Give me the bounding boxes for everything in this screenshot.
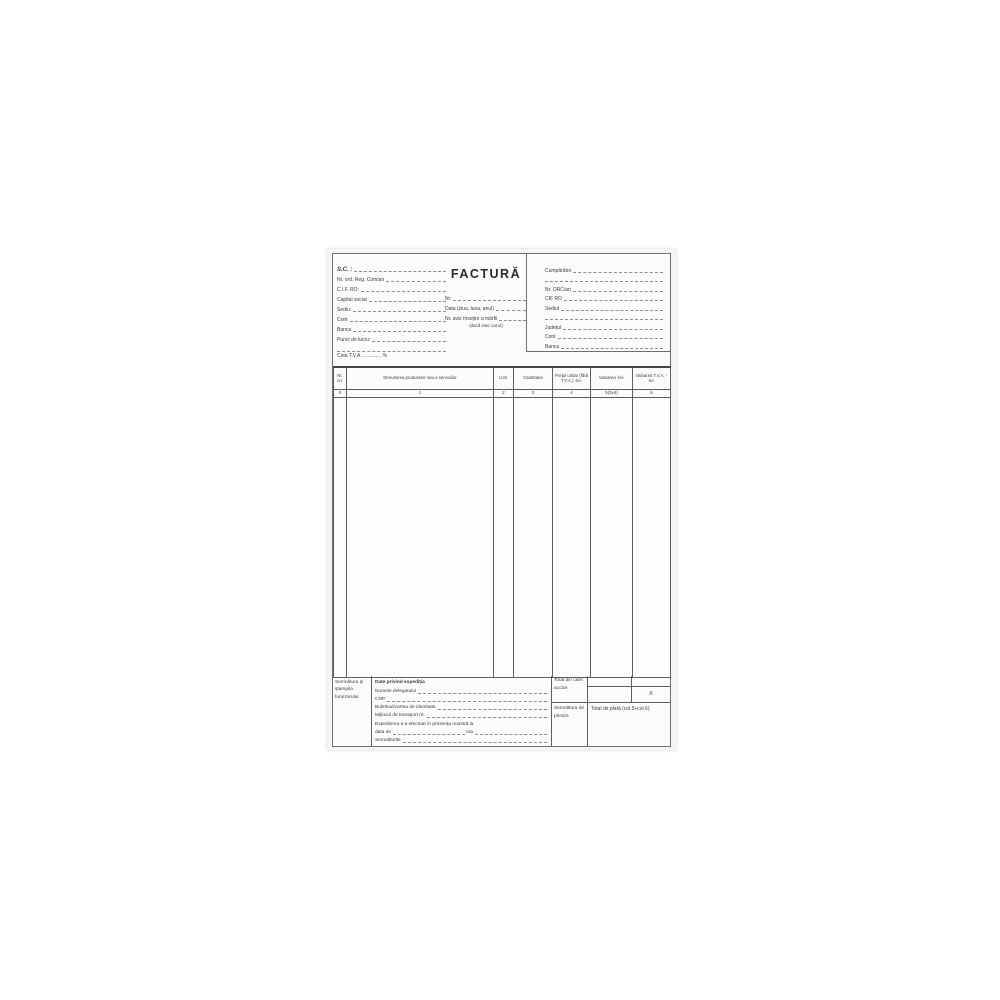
transport-label: Mijlocul de transport nr. xyxy=(375,713,425,719)
items-empty-row xyxy=(334,397,671,677)
dispatch-hour-label: ora xyxy=(466,730,473,736)
fill-line xyxy=(561,348,663,349)
fill-line xyxy=(558,338,663,339)
form-title: FACTURĂ xyxy=(450,267,522,281)
fill-line xyxy=(453,300,526,301)
col-header-um: U.M. xyxy=(494,367,514,389)
accize-x-cell: X xyxy=(632,687,670,703)
invoice-number-label: Nr. xyxy=(445,296,452,302)
invoice-footer-section xyxy=(333,676,670,746)
col-index-5: 5(3x4) xyxy=(591,389,633,397)
buyer-sediul-label: Sediul xyxy=(545,305,559,312)
fill-line xyxy=(573,291,663,292)
fill-line xyxy=(372,341,446,342)
buyer-judetul-line xyxy=(545,321,664,331)
supplier-cont-line xyxy=(337,313,447,323)
empty-cell-denumire xyxy=(347,397,494,677)
expedition-title: Date privind expediţia xyxy=(375,680,425,686)
fill-line xyxy=(353,311,446,312)
fill-line xyxy=(387,701,547,702)
supplier-cont-label: Cont xyxy=(337,317,348,323)
col-header-cantitate: Cantitatea xyxy=(514,367,553,389)
buyer-cif-label: CIF RO xyxy=(545,296,562,302)
dispatch-label: Expedierea s-a efectuat în prezenţa noastră la xyxy=(375,721,474,727)
supplier-block xyxy=(337,260,447,353)
dispatch-date-label: data de xyxy=(375,730,392,736)
empty-cell-um xyxy=(494,397,514,677)
id-card-label: Buletinul/cartea de identitate xyxy=(375,705,436,711)
fill-line xyxy=(427,717,547,718)
cnp-label: CNP xyxy=(375,696,386,702)
fill-line xyxy=(354,271,446,272)
invoice-date-label: Data (ziua, luna, anul) xyxy=(445,306,494,312)
col-index-1: 1 xyxy=(347,389,494,397)
fill-line xyxy=(361,291,446,292)
supplier-sediu-line xyxy=(337,303,447,313)
empty-cell-tva xyxy=(633,397,671,677)
transport-line xyxy=(375,711,548,719)
total-accize-cell: Total din care: accize xyxy=(552,676,588,703)
buyer-name-line xyxy=(545,264,664,274)
supplier-company-label: S.C. : xyxy=(337,267,353,273)
buyer-cont-line xyxy=(545,331,664,341)
total-value-cell xyxy=(588,676,632,687)
supplier-capital-line xyxy=(337,293,447,303)
fill-line xyxy=(561,310,663,311)
signatures-label: Semnăturile xyxy=(375,738,401,744)
items-header-row xyxy=(334,367,671,389)
fill-line xyxy=(350,321,446,322)
vat-rate-line xyxy=(337,353,387,359)
fill-line xyxy=(418,693,547,694)
buyer-banca-label: Banca xyxy=(545,343,560,350)
buyer-sediul-line xyxy=(545,302,664,312)
col-header-nr-crt: Nr. crt. xyxy=(334,367,347,389)
invoice-aviz-label: Nr. aviz însoţire a mărfii xyxy=(445,316,498,322)
supplier-reg-line xyxy=(337,273,447,283)
fill-line xyxy=(353,331,446,332)
invoice-date-line xyxy=(445,302,527,312)
receive-signature-cell: Semnătura de primire xyxy=(552,703,588,746)
fill-line xyxy=(369,301,446,302)
col-index-3: 3 xyxy=(514,389,553,397)
invoice-aviz-line xyxy=(445,312,527,322)
buyer-cif-line xyxy=(545,293,664,303)
fill-line xyxy=(337,351,446,352)
buyer-judetul-label: Judeţul xyxy=(545,324,562,331)
delegate-line xyxy=(375,686,548,694)
fill-line xyxy=(386,281,446,282)
fill-line xyxy=(499,320,526,321)
col-index-2: 2 xyxy=(494,389,514,397)
supplier-capital-label: Capital social xyxy=(337,297,367,303)
buyer-block xyxy=(526,254,670,352)
total-due-cell: Total de plată (col.5+col.6) xyxy=(591,706,650,712)
vat-rate-label: Cota T.V.A. ............. % xyxy=(337,353,388,359)
supplier-stamp-cell: Semnătura şi ştampila furnizorului xyxy=(333,676,372,746)
fill-line xyxy=(496,310,526,311)
col-index-4: 4 xyxy=(553,389,591,397)
fill-line xyxy=(438,709,547,710)
empty-cell-pret xyxy=(553,397,591,677)
empty-cell-valoare xyxy=(591,397,633,677)
buyer-sediul-extra-line xyxy=(545,312,664,322)
cnp-line xyxy=(375,695,548,703)
supplier-banca-line xyxy=(337,323,447,333)
supplier-banca-label: Banca xyxy=(337,327,352,333)
supplier-sediu-label: Sediu: xyxy=(337,307,352,313)
fill-line xyxy=(403,742,547,743)
dispatch-date-line xyxy=(375,728,548,736)
invoice-number-line xyxy=(445,292,527,302)
col-header-denumire: Denumirea produselor sau a serviciilor xyxy=(347,367,494,389)
fill-line xyxy=(545,281,663,282)
expedition-cell xyxy=(372,676,552,746)
col-header-valoare: Valoarea -lei- xyxy=(591,367,633,389)
invoice-top-section xyxy=(333,254,670,366)
buyer-name-extra-line xyxy=(545,274,664,284)
supplier-punct-label: Punct de lucru: xyxy=(337,337,371,343)
supplier-cif-label: C.I.F. RO: xyxy=(337,287,359,293)
buyer-name-label: Cumpărător xyxy=(545,267,572,274)
dispatch-line xyxy=(375,719,548,727)
fill-line xyxy=(563,329,663,330)
total-vat-cell xyxy=(632,676,670,687)
invoice-center-block xyxy=(445,267,527,330)
buyer-orc-label: Nr. ORC/an xyxy=(545,286,571,293)
empty-cell-nr xyxy=(334,397,347,677)
supplier-punct-line xyxy=(337,333,447,343)
col-index-0: 0 xyxy=(334,389,347,397)
supplier-company-line xyxy=(337,260,447,273)
empty-cell-cantitate xyxy=(514,397,553,677)
fill-line xyxy=(475,734,547,735)
col-header-valoare-tva: Valoarea T.V.A. -lei- xyxy=(633,367,671,389)
invoice-paper xyxy=(327,249,676,750)
items-index-row xyxy=(334,389,671,397)
supplier-extra-line xyxy=(337,343,447,353)
signatures-line xyxy=(375,736,548,744)
fill-line xyxy=(393,734,465,735)
buyer-cont-label: Cont xyxy=(545,334,556,340)
supplier-cif-line xyxy=(337,283,447,293)
fill-line xyxy=(545,319,663,320)
buyer-banca-line xyxy=(545,340,664,350)
supplier-reg-label: Nr. ord. Reg. Com/an xyxy=(337,277,385,283)
fill-line xyxy=(564,300,663,301)
col-index-6: 6 xyxy=(633,389,671,397)
fill-line xyxy=(573,272,663,273)
invoice-form xyxy=(332,253,671,747)
buyer-orc-line xyxy=(545,283,664,293)
delegate-label: Numele delegatului xyxy=(375,688,417,694)
accize-value-cell xyxy=(588,687,632,703)
col-header-pret-unitar: Preţul unitar (fără T.V.A.) -lei- xyxy=(553,367,591,389)
invoice-aviz-note: (dacă este cazul) xyxy=(469,323,503,328)
id-card-line xyxy=(375,703,548,711)
items-table xyxy=(333,366,671,678)
